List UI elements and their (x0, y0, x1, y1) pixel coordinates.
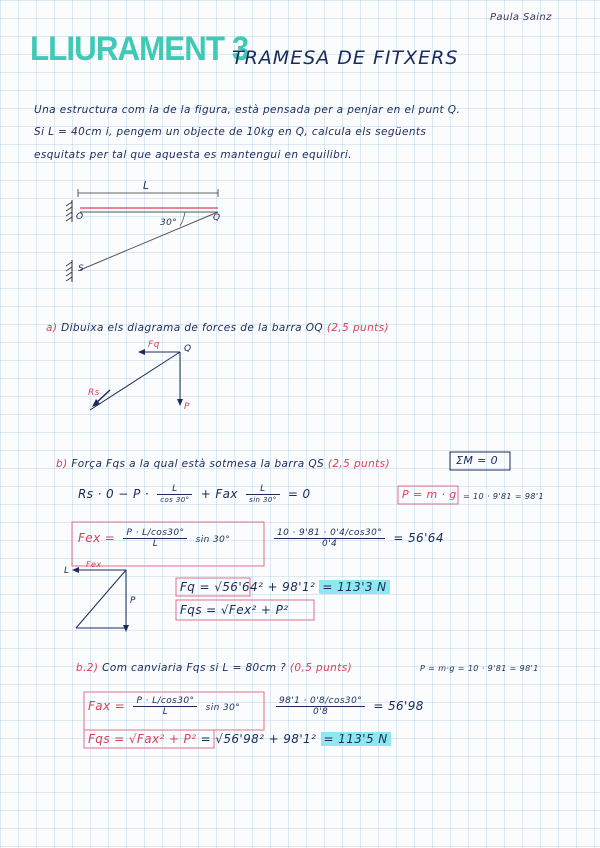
part-b-points: (2,5 punts) (327, 458, 391, 470)
force-label-rs: Rs (88, 388, 100, 398)
part-b2-weight: P = m·g = 10 · 9'81 = 98'1 (420, 664, 539, 673)
fax-substitution: $\frac{98'1 \cdot 0'8/\cos 30^\circ}{0'8}$ = 56'98 (272, 696, 424, 717)
fig-label-S: S (78, 264, 85, 274)
fq-result: = 113'3 N (319, 580, 389, 594)
moment-equation: Rs · 0 − P · $\frac{L}{\cos 30^\circ}$ + Fax $\frac{L}{\sin 30^\circ}$ = 0 (78, 484, 311, 504)
fig-label-Q: Q (213, 213, 221, 223)
fig-label-angle: 30° (160, 218, 178, 228)
part-a-label: a) (46, 322, 58, 334)
force-label-p: P (184, 402, 190, 412)
fig-label-L: L (143, 180, 150, 192)
part-b2-text: Com canviaria Fqs si L = 80cm ? (102, 662, 287, 674)
force-diagram-a (90, 349, 183, 410)
fqs2-equation: Fqs = √Fax² + P² = √56'98² + 98'1² = 113'5 N (88, 732, 391, 746)
weight-calc: = 10 · 9'81 = 98'1 (463, 492, 544, 501)
fax-equation: Fax = $\frac{P \cdot L/\cos 30^\circ}{L}$ sin 30° (88, 696, 241, 717)
fex-equation: Fex = $\frac{P \cdot L/\cos 30^\circ}{L}$ sin 30° (78, 528, 231, 549)
part-a-text: Dibuixa els diagrama de forces de la barra OQ (61, 322, 324, 334)
fig-label-O: O (76, 212, 84, 222)
vector-triangle (72, 567, 129, 632)
fqs2-result: = 113'5 N (321, 732, 391, 746)
triangle-label-p: P (130, 596, 136, 606)
weight-formula: P = m · g (402, 488, 457, 501)
statement-line-3: esquitats per tal que aquesta es mantengui en equilibri. (34, 149, 352, 161)
part-b-label: b) (56, 458, 68, 470)
author-name: Paula Sainz (490, 12, 552, 23)
force-label-q: Q (184, 344, 192, 354)
fex-substitution: $\frac{10 \cdot 9'81 \cdot 0'4/\cos 30^\circ}{0'4}$ = 56'64 (270, 528, 444, 549)
triangle-label-l: L (64, 566, 70, 576)
statement-line-1: Una estructura com la de la figura, està pensada per a penjar en el punt Q. (34, 104, 461, 116)
page-title: LLIURAMENT 3 (30, 30, 249, 68)
statement-line-2: Si L = 40cm i, pengem un objecte de 10kg en Q, calcula els següents (34, 126, 427, 138)
fqs-equation: Fqs = √Fex² + P² (180, 603, 289, 617)
structure-figure (66, 189, 221, 282)
part-b-text: Força Fqs a la qual està sotmesa la barra QS (71, 458, 325, 470)
fq-equation: Fq = √56'64² + 98'1² = 113'3 N (180, 580, 390, 594)
part-a-points: (2,5 punts) (326, 322, 390, 334)
moment-condition: ΣM = 0 (456, 454, 499, 467)
part-b2-points: (0,5 punts) (289, 662, 353, 674)
page-subtitle: TRAMESA DE FITXERS (232, 47, 459, 69)
part-b2-label: b.2) (76, 662, 99, 674)
force-label-fq: Fq (148, 340, 160, 350)
triangle-label-fex: Fex (86, 560, 102, 569)
